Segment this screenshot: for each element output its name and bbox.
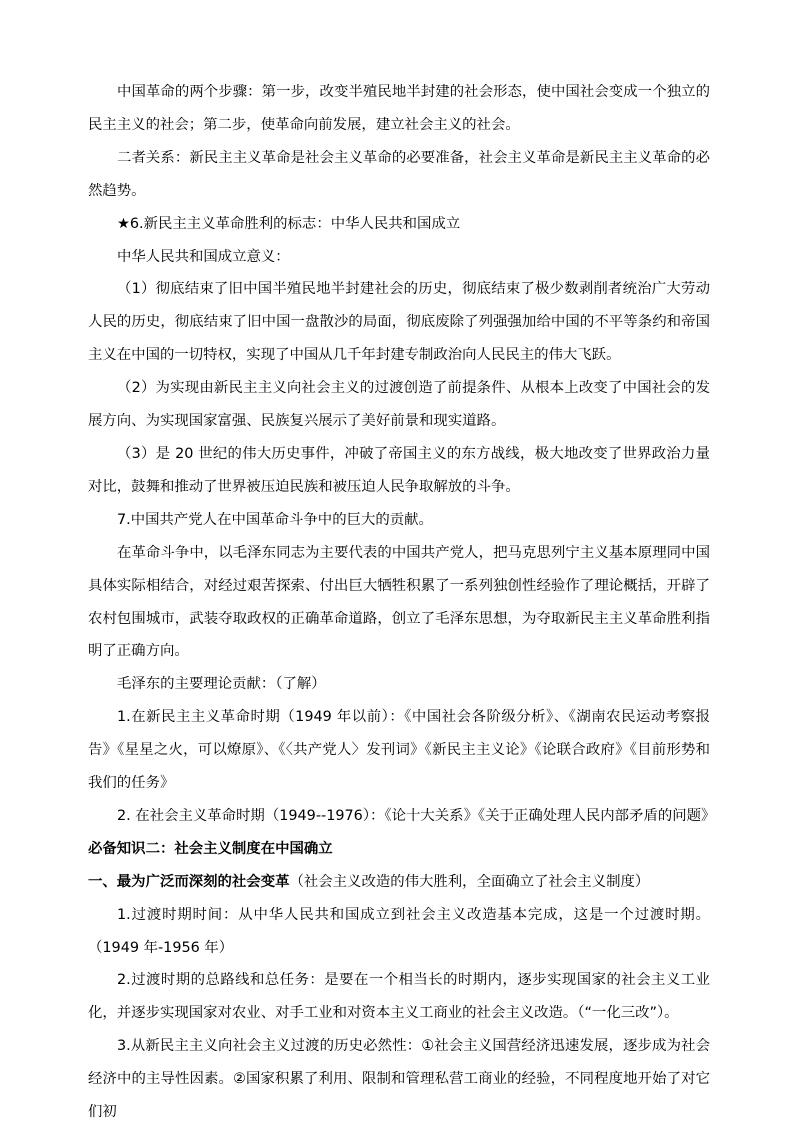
paragraph-founding-significance: 中华人民共和国成立意义： [117,248,290,265]
section-heading: 必备知识二：社会主义制度在中国确立 [88,840,333,857]
paragraph-mao-works-1: 1.在新民主主义革命时期（1949 年以前）：《中国社会各阶级分析》、《湖南农民运动考察报告》《星星之火，可以燎原》、《〈共产党人〉发刊词》《新民主主义论》《论联合政府》《目前形势和我们的任务》 [88,709,710,792]
paragraph-significance-3: （3）是 20 世纪的伟大历史事件，冲破了帝国主义的东方战线，极大地改变了世界政治力量对比，鼓舞和推动了世界被压迫民族和被压迫人民争取解放的斗争。 [88,445,710,495]
paragraph-historical-necessity: 3.从新民主主义向社会主义过渡的历史必然性：①社会主义国营经济迅速发展，逐步成为社会经济中的主导性因素。②国家积累了利用、限制和管理私营工商业的经验，不同程度地开始了对它们初 [88,1038,710,1121]
paragraph-mao-theory-title: 毛泽东的主要理论贡献：（了解） [117,676,326,693]
paragraph-cpc-contribution: 在革命斗争中，以毛泽东同志为主要代表的中国共产党人，把马克思列宁主义基本原理同中国具体实际相结合，对经过艰苦探索、付出巨大牺牲积累了一系列独创性经验作了理论概括，开辟了农村包围城市，武装夺取政权的正确革命道路，创立了毛泽东思想，为夺取新民主主义革命胜利指明了正确方向。 [88,544,710,660]
paragraph-significance-2: （2）为实现由新民主主义向社会主义的过渡创造了前提条件、从根本上改变了中国社会的发展方向、为实现国家富强、民族复兴展示了美好前景和现实道路。 [88,380,710,430]
paragraph-general-line: 2.过渡时期的总路线和总任务：是要在一个相当长的时期内，逐步实现国家的社会主义工业化，并逐步实现国家对农业、对手工业和对资本主义工商业的社会主义改造。（“一化三改”）。 [88,972,710,1022]
paragraph-revolution-steps: 中国革命的两个步骤：第一步，改变半殖民地半封建的社会形态，使中国社会变成一个独立的民主主义的社会；第二步，使革命向前发展，建立社会主义的社会。 [88,84,710,133]
subsection-heading-bold: 一、最为广泛而深刻的社会变革 [88,873,290,890]
paragraph-mao-works-2: 2. 在社会主义革命时期（1949--1976）：《论十大关系》《关于正确处理人民内部矛盾的问题》 [117,807,716,824]
subsection-heading-note: （社会主义改造的伟大胜利，全面确立了社会主义制度） [289,873,650,890]
paragraph-relationship: 二者关系：新民主主义革命是社会主义革命的必要准备，社会主义革命是新民主主义革命的必然趋势。 [88,149,710,199]
paragraph-transition-period: 1.过渡时期时间：从中华人民共和国成立到社会主义改造基本完成，这是一个过渡时期。（1949 年-1956 年） [88,906,710,956]
paragraph-cpc-contribution-title: 7.中国共产党人在中国革命斗争中的巨大的贡献。 [117,511,433,528]
paragraph-victory-sign: ★6.新民主主义革命胜利的标志：中华人民共和国成立 [117,215,461,232]
paragraph-significance-1: （1）彻底结束了旧中国半殖民地半封建社会的历史，彻底结束了极少数剥削者统治广大劳动人民的历史，彻底结束了旧中国一盘散沙的局面，彻底废除了列强强加给中国的不平等条约和帝国主义在中国的一切特权，实现了中国从几千年封建专制政治向人民民主的伟大飞跃。 [88,281,710,364]
document-body [88,76,716,1129]
subsection-heading [88,866,710,899]
